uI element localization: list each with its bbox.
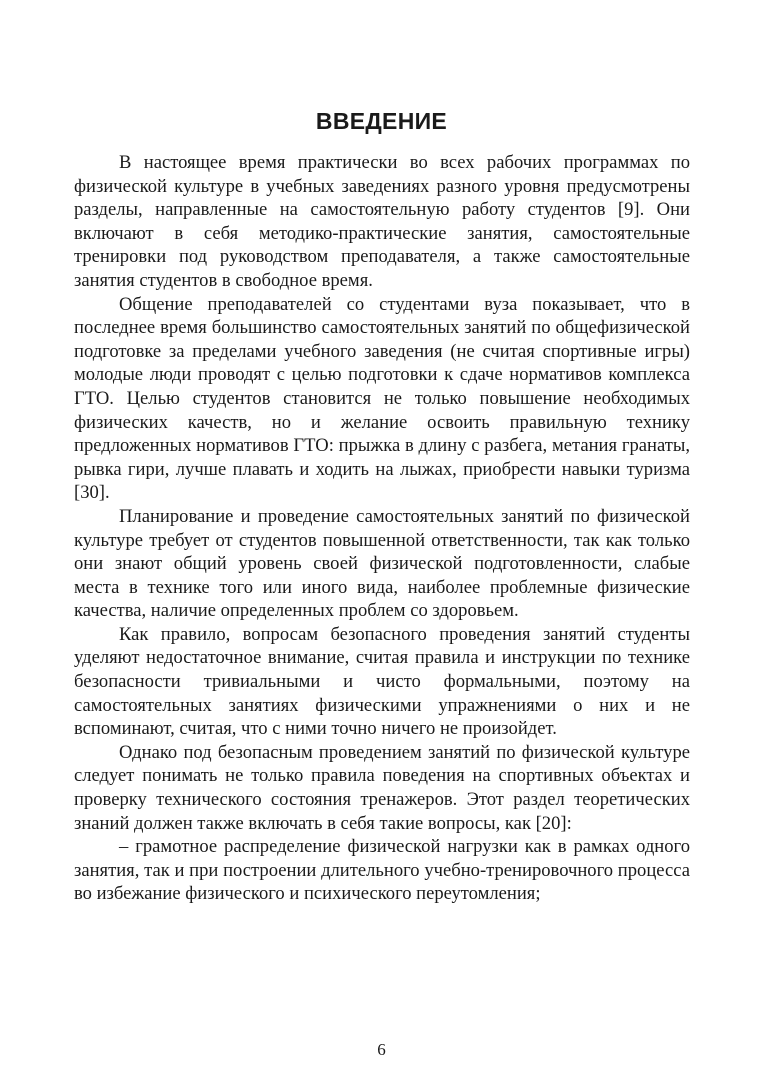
list-item-paragraph: – грамотное распределение физической нагрузки как в рамках одного занятия, так и при построении длительного учебно-тренировочного процесса во избежание физического и психического переутомления; (74, 836, 690, 905)
page-title: ВВЕДЕНИЕ (315, 108, 448, 134)
document-body (74, 151, 690, 906)
paragraph-2: Общение преподавателей со студентами вуза показывает, что в последнее время большинство самостоятельных занятий по общефизической подготовке за пределами учебного заведения (не считая спортивные игры) молодые люди проводят с целью подготовки к сдаче нормативов комплекса ГТО. Целью студентов становится не только повышение необходимых физических качеств, но и желание освоить правильную технику предложенных нормативов ГТО: прыжка в длину с разбега, метания гранаты, рывка гири, лучше плавать и ходить на лыжах, приобрести навыки туризма [30]. (74, 293, 690, 504)
paragraph-3: Планирование и проведение самостоятельных занятий по физической культуре требует от студентов повышенной ответственности, так как только они знают общий уровень своей физической подготовленности, слабые места в технике того или иного вида, наиболее проблемные физические качества, наличие определенных проблем со здоровьем. (74, 505, 690, 622)
paragraph-4: Как правило, вопросам безопасного проведения занятий студенты уделяют недостаточное внимание, считая правила и инструкции по технике безопасности тривиальными и чисто формальными, поэтому на самостоятельных занятиях физическими упражнениями о них и не вспоминают, считая, что с ними точно ничего не произойдет. (74, 623, 690, 740)
paragraph-5: Однако под безопасным проведением занятий по физической культуре следует понимать не только правила поведения на спортивных объектах и проверку технического состояния тренажеров. Этот раздел теоретических знаний должен также включать в себя такие вопросы, как [20]: (74, 741, 690, 834)
paragraph-1: В настоящее время практически во всех рабочих программах по физической культуре в учебных заведениях разного уровня предусмотрены разделы, направленные на самостоятельную работу студентов [9]. Они включают в себя методико-практические занятия, самостоятельные тренировки под руководством преподавателя, а также самостоятельные занятия студентов в свободное время. (74, 152, 690, 291)
page-number: 6 (377, 1040, 386, 1059)
